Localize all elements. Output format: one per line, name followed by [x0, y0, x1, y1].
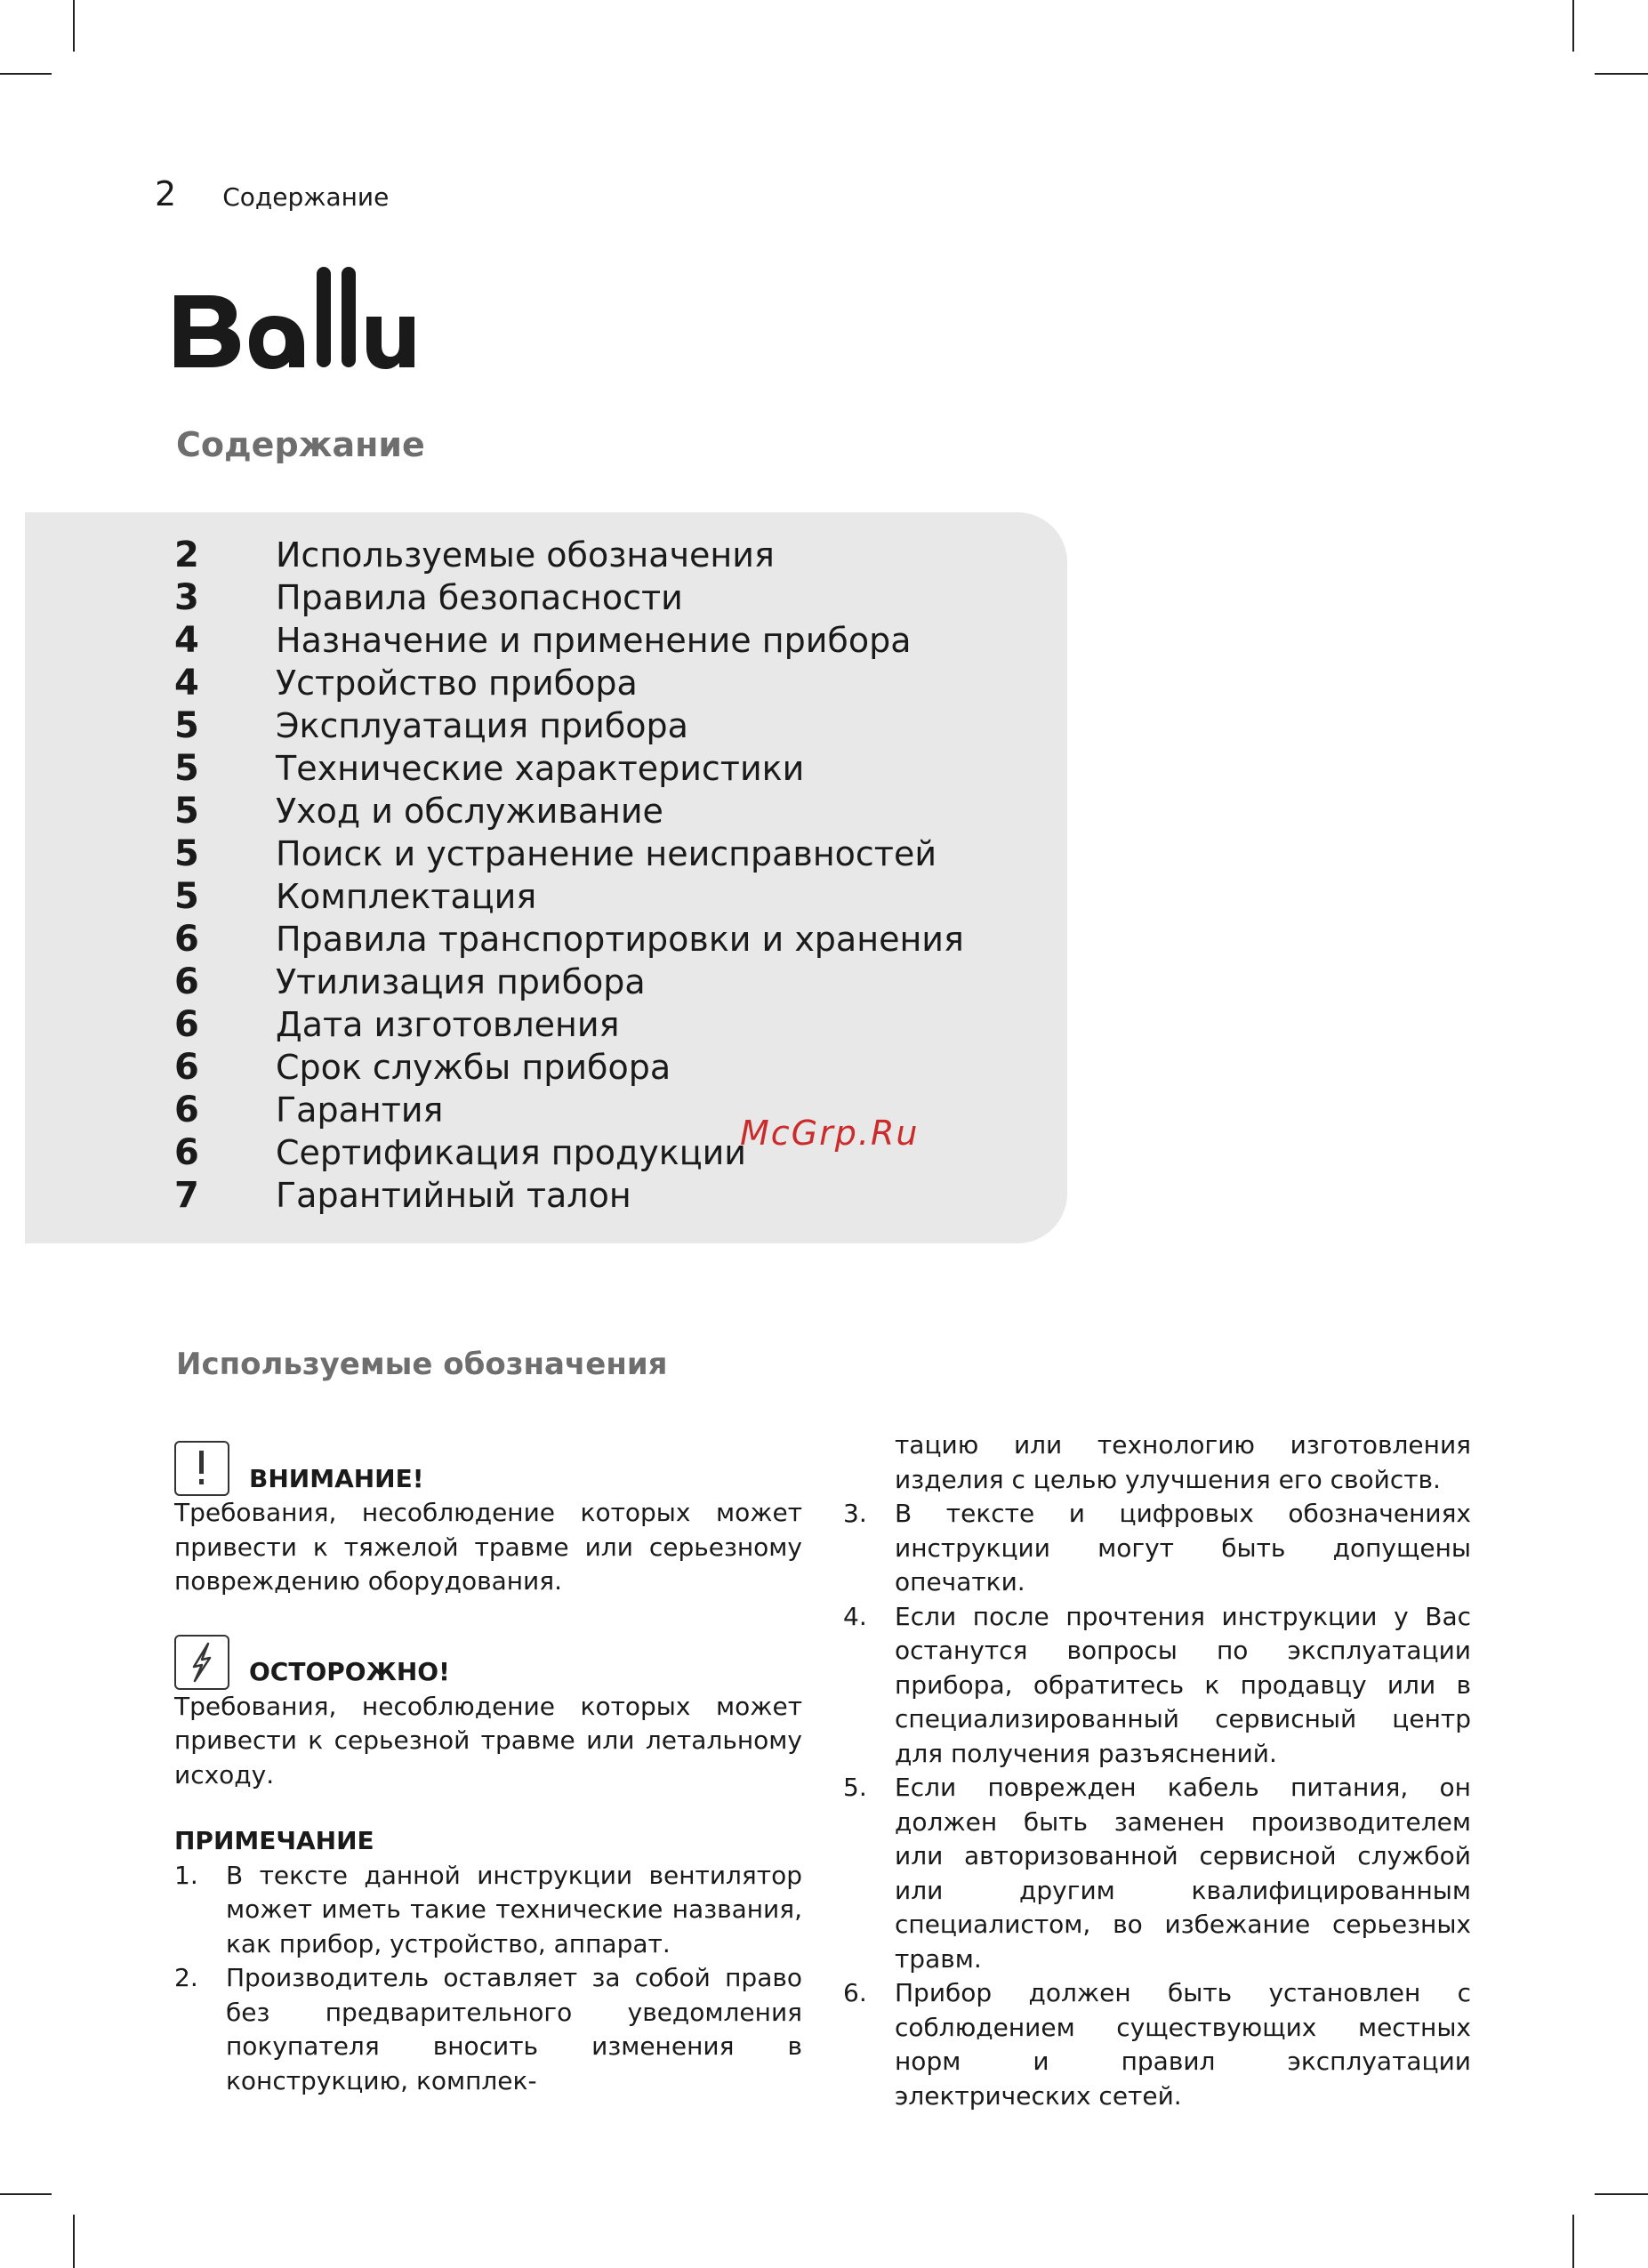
toc-entry[interactable]: [174, 1003, 964, 1046]
list-item: [174, 1961, 802, 2098]
toc-page-number: 6: [174, 961, 199, 1002]
toc-label: Используемые обозначения: [276, 535, 775, 575]
toc-page-number: 5: [174, 705, 199, 746]
toc-page-number: 5: [174, 876, 199, 917]
crop-mark: [1572, 0, 1574, 52]
list-number: 4.: [843, 1601, 867, 1631]
toc-entry[interactable]: [174, 918, 964, 961]
list-text: В тексте и цифровых обозначениях инструкции могут быть допущены опечатки.: [895, 1499, 1471, 1596]
toc-page-number: 6: [174, 919, 199, 960]
toc-page-number: 4: [174, 620, 199, 661]
toc-page-number: 7: [174, 1175, 199, 1216]
toc-label: Срок службы прибора: [276, 1048, 671, 1087]
list-number: 6.: [843, 1978, 867, 2007]
list-item: [174, 1859, 802, 1962]
toc-entry[interactable]: [174, 832, 964, 875]
toc-page-number: 2: [174, 535, 199, 575]
toc-label: Правила безопасности: [276, 578, 683, 617]
note-title: ПРИМЕЧАНИЕ: [174, 1826, 374, 1855]
toc-entry[interactable]: [174, 1046, 964, 1089]
toc-entry[interactable]: [174, 961, 964, 1003]
warning-notice: [174, 1423, 802, 1599]
list-item: [843, 1497, 1471, 1600]
toc-entry[interactable]: [174, 790, 964, 832]
right-column: [843, 1428, 1471, 2113]
caution-text: Требования, несоблюдение которых может привести к серьезной травме или летальному исходу.: [174, 1691, 802, 1789]
toc-label: Эксплуатация прибора: [276, 706, 688, 745]
list-item: [843, 1600, 1471, 1772]
toc-heading: Содержание: [176, 425, 425, 464]
left-column: [174, 1423, 802, 2098]
crop-mark: [1595, 2193, 1648, 2195]
list-number: 5.: [843, 1773, 867, 1802]
list-number: 1.: [174, 1860, 198, 1890]
toc-label: Назначение и применение прибора: [276, 621, 912, 660]
toc-label: Правила транспортировки и хранения: [276, 920, 964, 959]
list-number: 2.: [174, 1963, 198, 1992]
toc-page-number: 5: [174, 791, 199, 832]
toc-label: Сертификация продукции: [276, 1133, 746, 1172]
list-item: [843, 1976, 1471, 2113]
toc-entry[interactable]: [174, 534, 964, 576]
toc-page-number: 6: [174, 1132, 199, 1173]
page-number: 2: [155, 174, 177, 213]
toc-entry[interactable]: [174, 619, 964, 662]
crop-mark: [1572, 2215, 1574, 2268]
lightning-icon: [174, 1635, 229, 1690]
toc-label: Утилизация прибора: [276, 962, 646, 1001]
toc-entry[interactable]: [174, 576, 964, 619]
list-item: [843, 1771, 1471, 1976]
toc-entry[interactable]: [174, 1174, 964, 1217]
toc-page-number: 6: [174, 1090, 199, 1130]
crop-mark: [73, 2215, 75, 2268]
toc-entry[interactable]: [174, 875, 964, 918]
page-header: [155, 174, 389, 213]
toc-label: Уход и обслуживание: [276, 792, 663, 831]
toc-entry[interactable]: [174, 662, 964, 704]
header-section-title: Содержание: [222, 182, 390, 212]
note-list: [174, 1859, 802, 2099]
watermark[interactable]: McGrp.Ru: [740, 1114, 920, 1153]
caution-title: ОСТОРОЖНО!: [249, 1657, 450, 1686]
note-list-continued: [843, 1497, 1471, 2113]
toc-label: Гарантия: [276, 1090, 444, 1130]
toc-label: Поиск и устранение неисправностей: [276, 834, 937, 873]
list-text: Если после прочтения инструкции у Вас останутся вопросы по эксплуатации прибора, обратитесь к продавцу или в специализированный сервисный центр для получения разъяснений.: [895, 1601, 1471, 1768]
crop-mark: [1595, 73, 1648, 75]
crop-mark: [0, 2193, 52, 2195]
toc-entry[interactable]: [174, 704, 964, 747]
ballu-logo-icon: [174, 267, 414, 370]
caution-notice: [174, 1617, 802, 1793]
toc-page-number: 3: [174, 577, 199, 618]
toc-label: Технические характеристики: [276, 749, 805, 788]
ballu-logo: [174, 267, 414, 374]
toc-page-number: 5: [174, 748, 199, 789]
toc-label: Гарантийный талон: [276, 1176, 631, 1215]
toc-label: Дата изготовления: [276, 1005, 620, 1044]
section-heading: Используемые обозначения: [176, 1347, 668, 1382]
list-continuation: тацию или технологию изготовления изделия с целью улучшения его свойств.: [895, 1430, 1471, 1494]
crop-mark: [73, 0, 75, 52]
toc-label: Устройство прибора: [276, 664, 638, 703]
toc-page-number: 6: [174, 1004, 199, 1045]
warning-text: Требования, несоблюдение которых может привести к тяжелой травме или серьезному повреждению оборудования.: [174, 1498, 802, 1596]
toc-page-number: 6: [174, 1047, 199, 1088]
list-text: Производитель оставляет за собой право без предварительного уведомления покупателя вносить изменения в конструкцию, комплек-: [226, 1963, 802, 2095]
list-text: Если поврежден кабель питания, он должен быть заменен производителем или авторизованной сервисной службой или другим квалифицированным специалистом, во избежание серьезных травм.: [895, 1773, 1471, 1974]
list-number: 3.: [843, 1499, 867, 1528]
toc-label: Комплектация: [276, 877, 537, 916]
toc-page-number: 4: [174, 663, 199, 704]
warning-title: ВНИМАНИЕ!: [249, 1463, 424, 1493]
exclamation-icon: [174, 1441, 229, 1496]
list-text: Прибор должен быть установлен с соблюдением существующих местных норм и правил эксплуатации электрических сетей.: [895, 1978, 1471, 2111]
toc-page-number: 5: [174, 833, 199, 874]
crop-mark: [0, 73, 52, 75]
toc-entry[interactable]: [174, 747, 964, 790]
list-text: В тексте данной инструкции вентилятор может иметь такие технические названия, как прибор, устройство, аппарат.: [226, 1860, 802, 1958]
